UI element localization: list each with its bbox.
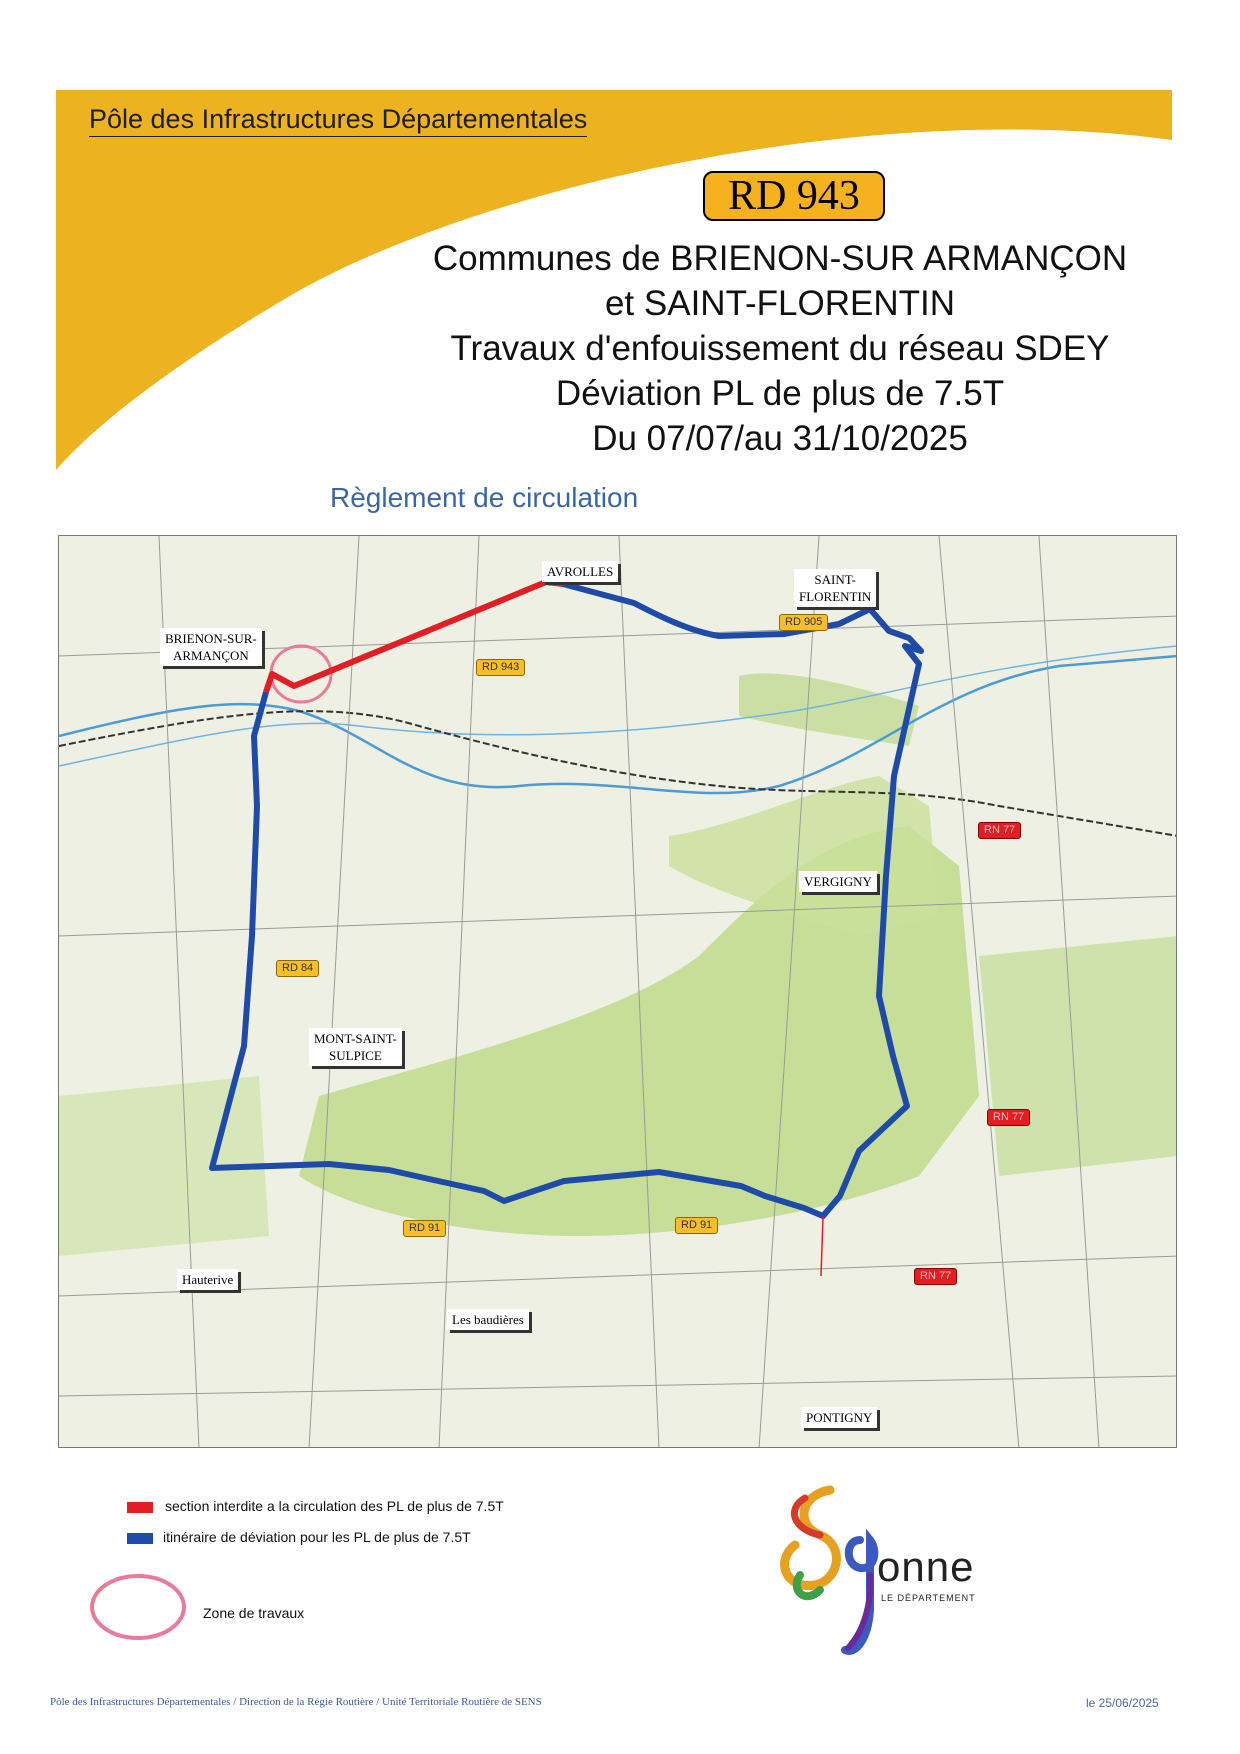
road-label-rn77-middle: RN 77: [987, 1109, 1030, 1126]
road-label-rd91-west: RD 91: [403, 1220, 446, 1237]
town-label-saint-florentin: [794, 569, 876, 607]
road-label-rd905: RD 905: [779, 614, 828, 631]
road-label-rd84: RD 84: [276, 960, 319, 977]
yonne-department-logo: [760, 1480, 1000, 1670]
town-label-mont-saint-sulpice: [309, 1028, 402, 1066]
town-label-brienon-line1: BRIENON-SUR-: [165, 631, 257, 646]
legend-forbidden-text: section interdite a la circulation des PL de plus de 7.5T: [165, 1498, 504, 1514]
road-label-rd943: RD 943: [476, 659, 525, 676]
notice-title: [380, 236, 1180, 461]
forest-area-east: [979, 936, 1177, 1176]
town-label-mont-saint-sulpice-line1: MONT-SAINT-: [314, 1031, 397, 1046]
detour-map: [58, 535, 1177, 1448]
section-heading: Règlement de circulation: [330, 482, 639, 513]
town-label-brienon-line2: ARMANÇON: [172, 648, 249, 663]
road-label-rn77-north: RN 77: [978, 822, 1021, 839]
footer-department-text: Pôle des Infrastructures Départementales / Direction de la Régie Routière / Unité Territoriale Routière de SENS: [50, 1696, 542, 1708]
town-label-les-baudieres: Les baudières: [447, 1309, 529, 1330]
map-background: [59, 536, 1177, 1448]
legend-work-zone-icon: [88, 1572, 188, 1642]
footer-date: le 25/06/2025: [1086, 1696, 1159, 1710]
legend-swatch-detour: [127, 1533, 153, 1544]
title-line-5: Du 07/07/au 31/10/2025: [592, 419, 968, 458]
title-line-4: Déviation PL de plus de 7.5T: [555, 374, 1005, 413]
town-label-brienon: [160, 628, 262, 666]
legend-detour-text: itinéraire de déviation pour les PL de plus de 7.5T: [163, 1529, 471, 1545]
logo-subtitle: LE DÉPARTEMENT: [881, 1593, 976, 1603]
title-line-1: Communes de BRIENON-SUR ARMANÇON: [432, 239, 1128, 278]
legend-swatch-forbidden: [127, 1502, 153, 1513]
town-label-vergigny: VERGIGNY: [799, 871, 877, 892]
town-label-hauterive: Hauterive: [177, 1269, 238, 1290]
title-line-3: Travaux d'enfouissement du réseau SDEY: [450, 329, 1110, 368]
town-label-saint-florentin-line1: SAINT-: [814, 572, 856, 587]
legend-work-zone-text: Zone de travaux: [203, 1605, 305, 1621]
header-title: Pôle des Infrastructures Départementales: [89, 103, 587, 137]
road-label-rd91-east: RD 91: [675, 1217, 718, 1234]
town-label-pontigny: PONTIGNY: [801, 1407, 877, 1428]
town-label-saint-florentin-line2: FLORENTIN: [799, 589, 872, 604]
road-label-rn77-south: RN 77: [914, 1268, 957, 1285]
town-label-mont-saint-sulpice-line2: SULPICE: [329, 1048, 382, 1063]
logo-word: onne: [877, 1543, 975, 1590]
town-label-avrolles: AVROLLES: [542, 561, 618, 582]
title-line-2: et SAINT-FLORENTIN: [604, 284, 956, 323]
road-badge: RD 943: [703, 171, 885, 221]
